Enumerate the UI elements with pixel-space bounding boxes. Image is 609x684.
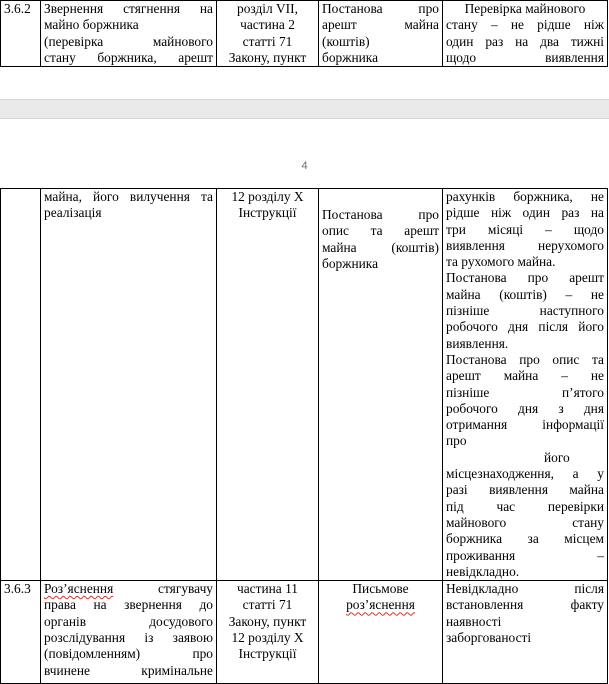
basis-line: частина 2 (240, 17, 295, 33)
basis-line: Інструкції (238, 646, 297, 662)
term-cell (443, 189, 608, 581)
basis-line: статті 71 (242, 597, 293, 613)
term-line: пізніше п’ятого (446, 384, 604, 400)
document-line: Письмове (352, 581, 409, 597)
term-line: невідкладно. (446, 563, 520, 579)
term-line: про (446, 433, 467, 449)
term-line: робочого дня з дня (446, 400, 604, 416)
basis-cell (217, 1, 319, 67)
term-line: три місяці – щодо (446, 221, 604, 237)
term-line: виявлення нерухомого (446, 237, 604, 253)
action-line: права на звернення до (44, 597, 213, 613)
action-line: розслідування із заявою (44, 630, 213, 646)
basis-line: статті 71 (242, 33, 293, 49)
term-line: встановлення факту (446, 597, 604, 613)
action-word: стягувачу (158, 581, 213, 597)
spellcheck-word: роз’яснення (346, 597, 415, 613)
action-line: (перевірка майнового (44, 33, 213, 49)
action-line: (повідомленням) про (44, 646, 213, 662)
action-line: реалізація (44, 205, 102, 221)
row-number (1, 189, 41, 581)
term-line: щодо виявлення (446, 49, 604, 65)
term-line: виявлення. (446, 335, 509, 351)
term-cell (443, 581, 608, 684)
document-line: боржника (322, 255, 379, 271)
document-line: майна (коштів) (322, 239, 439, 255)
action-line: Звернення стягнення на (44, 1, 213, 16)
term-line: отримання інформації (446, 417, 604, 433)
term-line: під час перевірки (446, 498, 604, 514)
term-line: стану – не рідше ніж (446, 17, 604, 33)
action-line: органів досудового (44, 613, 213, 629)
action-cell (41, 581, 217, 684)
action-cell (41, 1, 217, 67)
term-line: наявності (446, 613, 502, 629)
basis-line: 12 розділу X (231, 630, 304, 646)
document-cell (319, 189, 443, 581)
action-line: майно боржника (44, 17, 139, 33)
page-break-gap (0, 99, 609, 119)
term-line: та рухомого майна. (446, 254, 556, 270)
basis-line: розділ VII, (237, 1, 298, 16)
term-line: пізніше наступного (446, 303, 604, 319)
basis-line: Закону, пункт (228, 613, 307, 629)
document-line (322, 597, 439, 613)
basis-line: 12 розділу X (231, 189, 304, 204)
action-line (44, 581, 213, 597)
basis-cell (217, 189, 319, 581)
term-line: разі виявлення майна (446, 482, 604, 498)
term-line: робочого дня після його (446, 319, 604, 335)
term-line: арешт майна – не (446, 368, 604, 384)
term-line: Невідкладно після (446, 581, 604, 597)
term-line: Перевірка майнового (464, 1, 586, 16)
term-line: проживання – (446, 547, 604, 563)
term-line: його (544, 449, 570, 465)
basis-cell (217, 581, 319, 684)
table-fragment-top (0, 0, 608, 67)
action-line: вчинене кримінальне (44, 662, 213, 678)
table-fragment-bottom (0, 188, 608, 684)
document-cell (319, 1, 443, 67)
term-line: боржника за місцем (446, 531, 604, 547)
document-cell (319, 581, 443, 684)
document-line: Постанова про (322, 207, 439, 222)
action-cell (41, 189, 217, 581)
term-line: майнового стану (446, 514, 604, 530)
row-number (1, 581, 41, 684)
document-line: (коштів) (322, 33, 370, 49)
term-line: рідше ніж один раз на (446, 205, 604, 221)
table-row (1, 189, 608, 581)
term-line: майна (коштів) – не (446, 286, 604, 302)
term-line: один раз на два тижні (446, 33, 604, 49)
term-line: заборгованості (446, 630, 532, 646)
page-number: 4 (301, 160, 308, 172)
action-line: майна, його вилучення та (44, 189, 213, 204)
document-line: боржника (322, 49, 379, 65)
term-line: рахунків боржника, не (446, 189, 604, 204)
table-row (1, 1, 608, 67)
document-line: арешт майна (322, 17, 439, 33)
row-number-text: 3.6.3 (4, 581, 31, 597)
document-line: опис та арешт (322, 223, 439, 239)
document-line: Постанова про (322, 1, 439, 16)
term-line: Постанова про опис та (446, 351, 604, 367)
term-line: місцезнаходження, а у (446, 466, 604, 482)
basis-line: Закону, пункт (228, 49, 307, 65)
spellcheck-word: Роз’яснення (44, 581, 114, 597)
basis-line: Інструкції (238, 205, 297, 221)
basis-line: частина 11 (237, 581, 298, 597)
term-cell (443, 1, 608, 67)
action-line: стану боржника, арешт (44, 49, 213, 65)
term-line: Постанова про арешт (446, 270, 604, 286)
row-number (1, 1, 41, 67)
row-number-text: 3.6.2 (4, 1, 31, 16)
table-row (1, 581, 608, 684)
